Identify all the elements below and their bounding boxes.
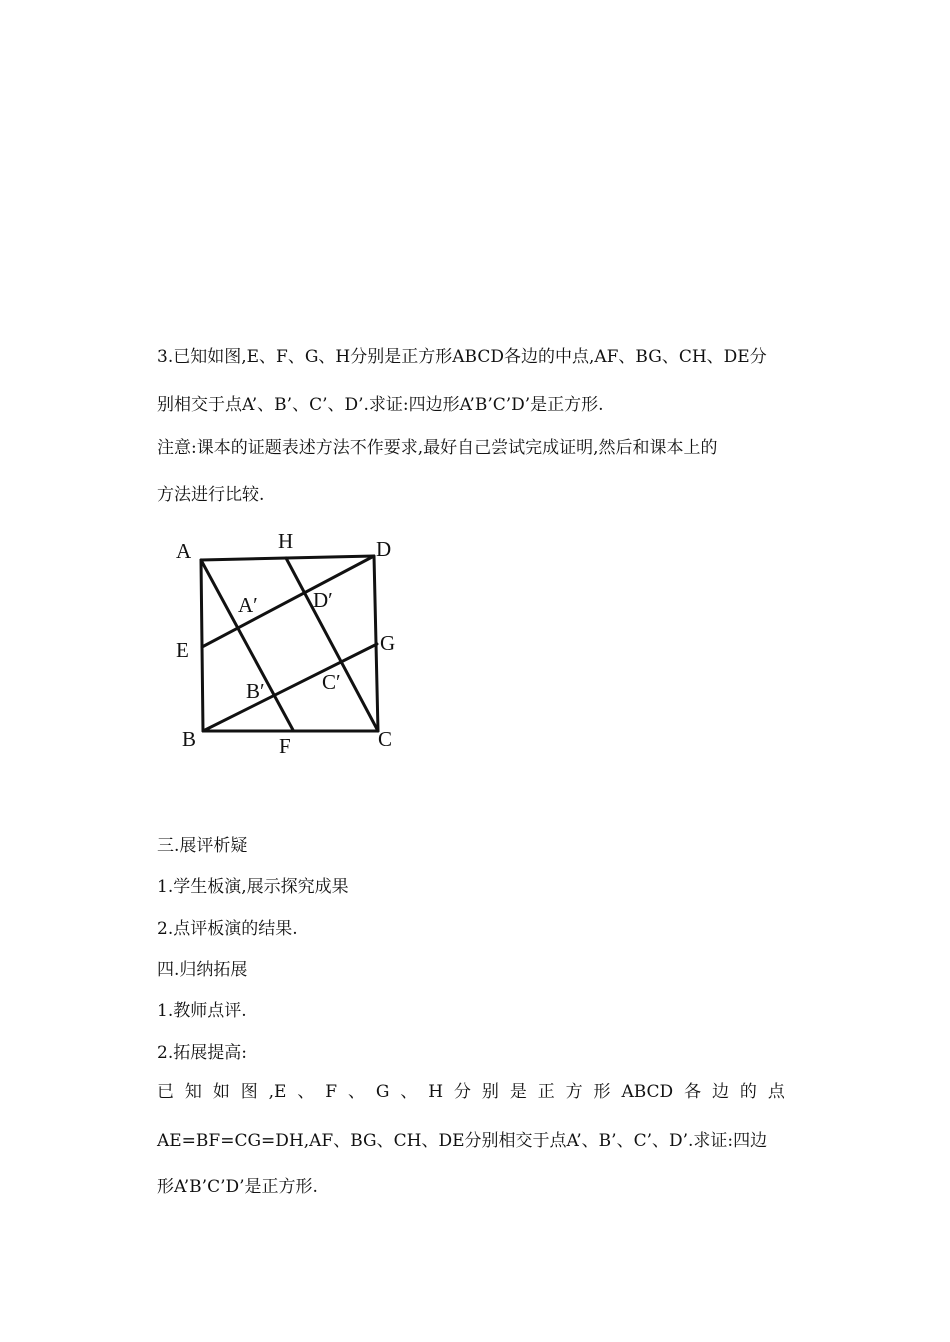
label-e: E bbox=[176, 638, 189, 662]
extension-word: 方 bbox=[565, 1082, 583, 1102]
extension-line-3: 形A’B’C’D’是正方形. bbox=[157, 1177, 318, 1197]
label-c: C bbox=[378, 727, 393, 751]
note-line-1: 注意:课本的证题表述方法不作要求,最好自己尝试完成证明,然后和课本上的 bbox=[157, 438, 718, 458]
extension-word: 点 bbox=[767, 1082, 785, 1102]
extension-word: 正 bbox=[537, 1082, 555, 1102]
label-f: F bbox=[279, 734, 291, 758]
extension-word: 图 bbox=[240, 1082, 258, 1102]
extension-word: 知 bbox=[184, 1082, 202, 1102]
extension-word: 形 bbox=[593, 1082, 611, 1102]
section-4-heading: 四.归纳拓展 bbox=[157, 960, 248, 980]
extension-word: 、 bbox=[297, 1082, 315, 1102]
segment-bg bbox=[203, 644, 377, 731]
extension-word: 的 bbox=[739, 1082, 757, 1102]
segment-af bbox=[201, 560, 293, 730]
square-figure bbox=[170, 525, 410, 760]
segment-ch bbox=[286, 558, 378, 731]
section-3-item-2: 2.点评板演的结果. bbox=[157, 919, 298, 939]
label-d: D bbox=[376, 537, 392, 561]
section-4-item-1: 1.教师点评. bbox=[157, 1001, 247, 1021]
extension-line-2: AE=BF=CG=DH,AF、BG、CH、DE分别相交于点A’、B’、C’、D’.求证:四边 bbox=[157, 1131, 768, 1151]
problem-3-line-2: 别相交于点A’、B’、C’、D’.求证:四边形A’B’C’D’是正方形. bbox=[157, 395, 604, 415]
label-g: G bbox=[380, 631, 396, 655]
extension-word: H bbox=[428, 1082, 444, 1102]
extension-word: 如 bbox=[212, 1082, 230, 1102]
extension-word: ,E bbox=[268, 1082, 287, 1102]
label-b: B bbox=[182, 727, 197, 751]
extension-word: ABCD bbox=[621, 1082, 674, 1102]
section-3-heading: 三.展评析疑 bbox=[157, 836, 248, 856]
label-d-prime: D′ bbox=[313, 588, 333, 612]
extension-word: 、 bbox=[347, 1082, 365, 1102]
label-b-prime: B′ bbox=[246, 679, 265, 703]
square-abcd bbox=[201, 556, 378, 731]
extension-word: G bbox=[375, 1082, 390, 1102]
label-c-prime: C′ bbox=[322, 670, 341, 694]
extension-word: 各 bbox=[684, 1082, 702, 1102]
problem-3-line-1: 3.已知如图,E、F、G、H分别是正方形ABCD各边的中点,AF、BG、CH、DE分 bbox=[157, 347, 767, 367]
section-3-item-1: 1.学生板演,展示探究成果 bbox=[157, 877, 349, 897]
extension-word: F bbox=[325, 1082, 338, 1102]
section-4-item-2: 2.拓展提高: bbox=[157, 1043, 247, 1063]
extension-line-1 bbox=[157, 1081, 785, 1103]
label-a-prime: A′ bbox=[238, 593, 258, 617]
extension-word: 分 bbox=[454, 1082, 472, 1102]
extension-word: 是 bbox=[509, 1082, 527, 1102]
label-h: H bbox=[278, 529, 294, 553]
segment-de bbox=[202, 556, 374, 647]
label-a: A bbox=[176, 539, 192, 563]
extension-word: 已 bbox=[157, 1082, 174, 1102]
extension-word: 边 bbox=[712, 1082, 729, 1102]
extension-word: 、 bbox=[400, 1082, 418, 1102]
note-line-2: 方法进行比较. bbox=[157, 485, 265, 505]
extension-word: 别 bbox=[481, 1082, 499, 1102]
figure-lines bbox=[201, 556, 378, 731]
